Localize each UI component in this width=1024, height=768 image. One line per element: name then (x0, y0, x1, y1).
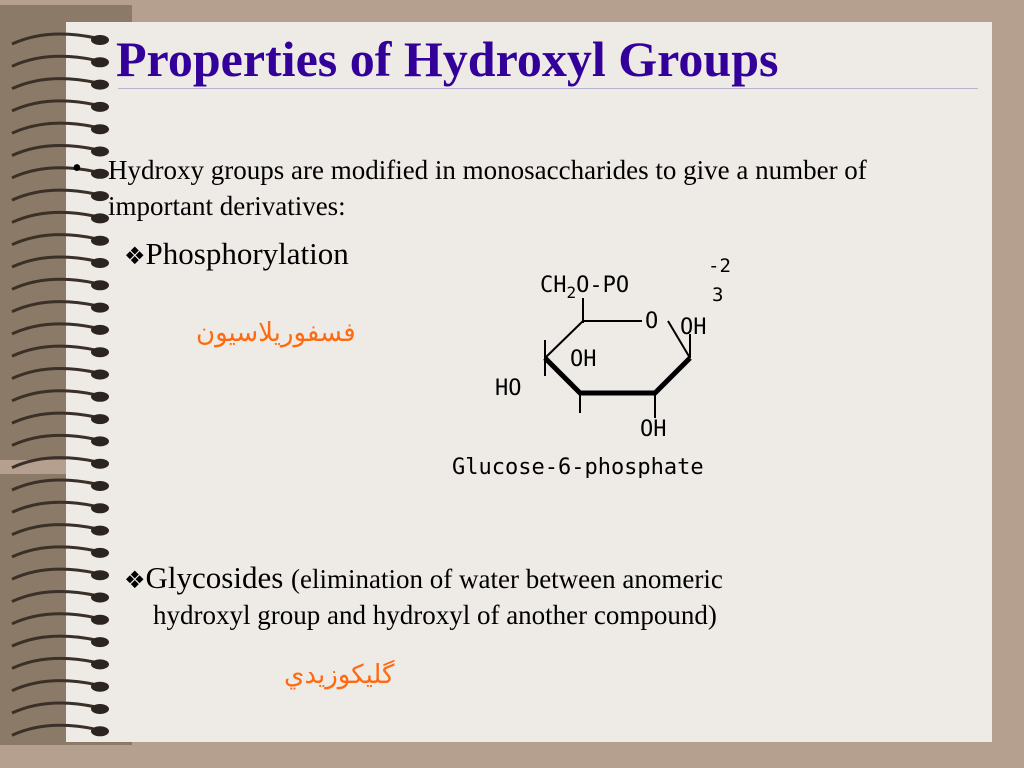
spiral-hole (91, 436, 109, 446)
spiral-wire (12, 257, 96, 267)
spiral-hole (91, 280, 109, 290)
spiral-hole (91, 325, 109, 335)
item-glycosides (124, 560, 723, 596)
spiral-hole (91, 57, 109, 67)
mol-top-group (540, 273, 629, 302)
mol-sub3: 3 (712, 284, 724, 306)
spiral-hole (91, 213, 109, 223)
intro-text: Hydroxy groups are modified in monosaccharides to give a number of important derivatives: (108, 155, 867, 221)
spiral-wire (12, 302, 96, 312)
spiral-hole (91, 481, 109, 491)
spiral-wire (12, 413, 96, 423)
spiral-wire (12, 34, 96, 44)
spiral-wire (12, 614, 96, 624)
spiral-wire (12, 79, 96, 89)
spiral-hole (91, 704, 109, 714)
persian-phosphorylation: فسفوريلاسيون (196, 318, 356, 348)
spiral-hole (91, 726, 109, 736)
spiral-hole (91, 570, 109, 580)
spiral-wire (12, 324, 96, 334)
mol-ring-oxygen: O (645, 309, 659, 334)
bullet-dot: • (72, 153, 82, 184)
spiral-hole (91, 615, 109, 625)
spiral-hole (91, 637, 109, 647)
spiral-hole (91, 236, 109, 246)
spiral-wire (12, 168, 96, 178)
mol-ch: CH (540, 273, 567, 298)
spiral-wire (12, 369, 96, 379)
spiral-wire (12, 547, 96, 557)
spiral-hole (91, 102, 109, 112)
mol-opo: O-PO (576, 273, 630, 298)
item-phosphorylation (124, 236, 349, 272)
spiral-hole (91, 392, 109, 402)
item-note-line2: hydroxyl group and hydroxyl of another compound) (153, 600, 717, 630)
spiral-hole (91, 303, 109, 313)
spiral-hole (91, 682, 109, 692)
persian-glycosides: گليكوزيدي (284, 660, 395, 690)
spiral-wire (12, 703, 96, 713)
item-label: Phosphorylation (145, 236, 349, 271)
spiral-hole (91, 593, 109, 603)
spiral-wire (12, 725, 96, 735)
diamond-bullet-icon: ❖ (124, 566, 146, 594)
spiral-wire (12, 458, 96, 468)
spiral-hole (91, 80, 109, 90)
spiral-hole (91, 503, 109, 513)
mol-caption: Glucose-6-phosphate (452, 455, 704, 478)
mol-charge: -2 (708, 255, 731, 277)
spiral-wire (12, 480, 96, 490)
spiral-wire (12, 592, 96, 602)
mol-oh-inner: OH (570, 347, 597, 372)
spiral-wire (12, 569, 96, 579)
spiral-wire (12, 391, 96, 401)
spiral-wire (12, 636, 96, 646)
spiral-hole (91, 659, 109, 669)
spiral-wire (12, 190, 96, 200)
spiral-hole (91, 147, 109, 157)
slide-title: Properties of Hydroxyl Groups (116, 31, 779, 87)
spiral-hole (91, 459, 109, 469)
spiral-wire (12, 56, 96, 66)
spiral-wire (12, 525, 96, 535)
spiral-wire (12, 346, 96, 356)
spiral-wire (12, 212, 96, 222)
spiral-wire (12, 101, 96, 111)
mol-ho-left: HO (495, 376, 522, 401)
diamond-bullet-icon: ❖ (124, 242, 146, 270)
spiral-wire (12, 123, 96, 133)
item-label: Glycosides (145, 560, 284, 595)
spiral-hole (91, 124, 109, 134)
item-note-line1: (elimination of water between anomeric (291, 564, 723, 594)
mol-ring-front-bonds (545, 358, 690, 393)
spiral-wire (12, 681, 96, 691)
mol-sub2: 2 (566, 283, 577, 302)
spiral-hole (91, 258, 109, 268)
spiral-wire (12, 435, 96, 445)
title-divider (118, 88, 978, 89)
mol-oh-right: OH (680, 315, 707, 340)
mol-oh-bottom: OH (640, 417, 667, 442)
spiral-hole (91, 370, 109, 380)
spiral-hole (91, 35, 109, 45)
spiral-wire (12, 235, 96, 245)
glucose-6-phosphate-structure (440, 248, 820, 478)
spiral-hole (91, 414, 109, 424)
spiral-hole (91, 191, 109, 201)
spiral-binding-rings (8, 20, 118, 740)
spiral-wire (12, 146, 96, 156)
spiral-hole (91, 347, 109, 357)
spiral-wire (12, 279, 96, 289)
spiral-wire (12, 658, 96, 668)
spiral-hole (91, 548, 109, 558)
spiral-wire (12, 502, 96, 512)
spiral-hole (91, 169, 109, 179)
spiral-hole (91, 526, 109, 536)
